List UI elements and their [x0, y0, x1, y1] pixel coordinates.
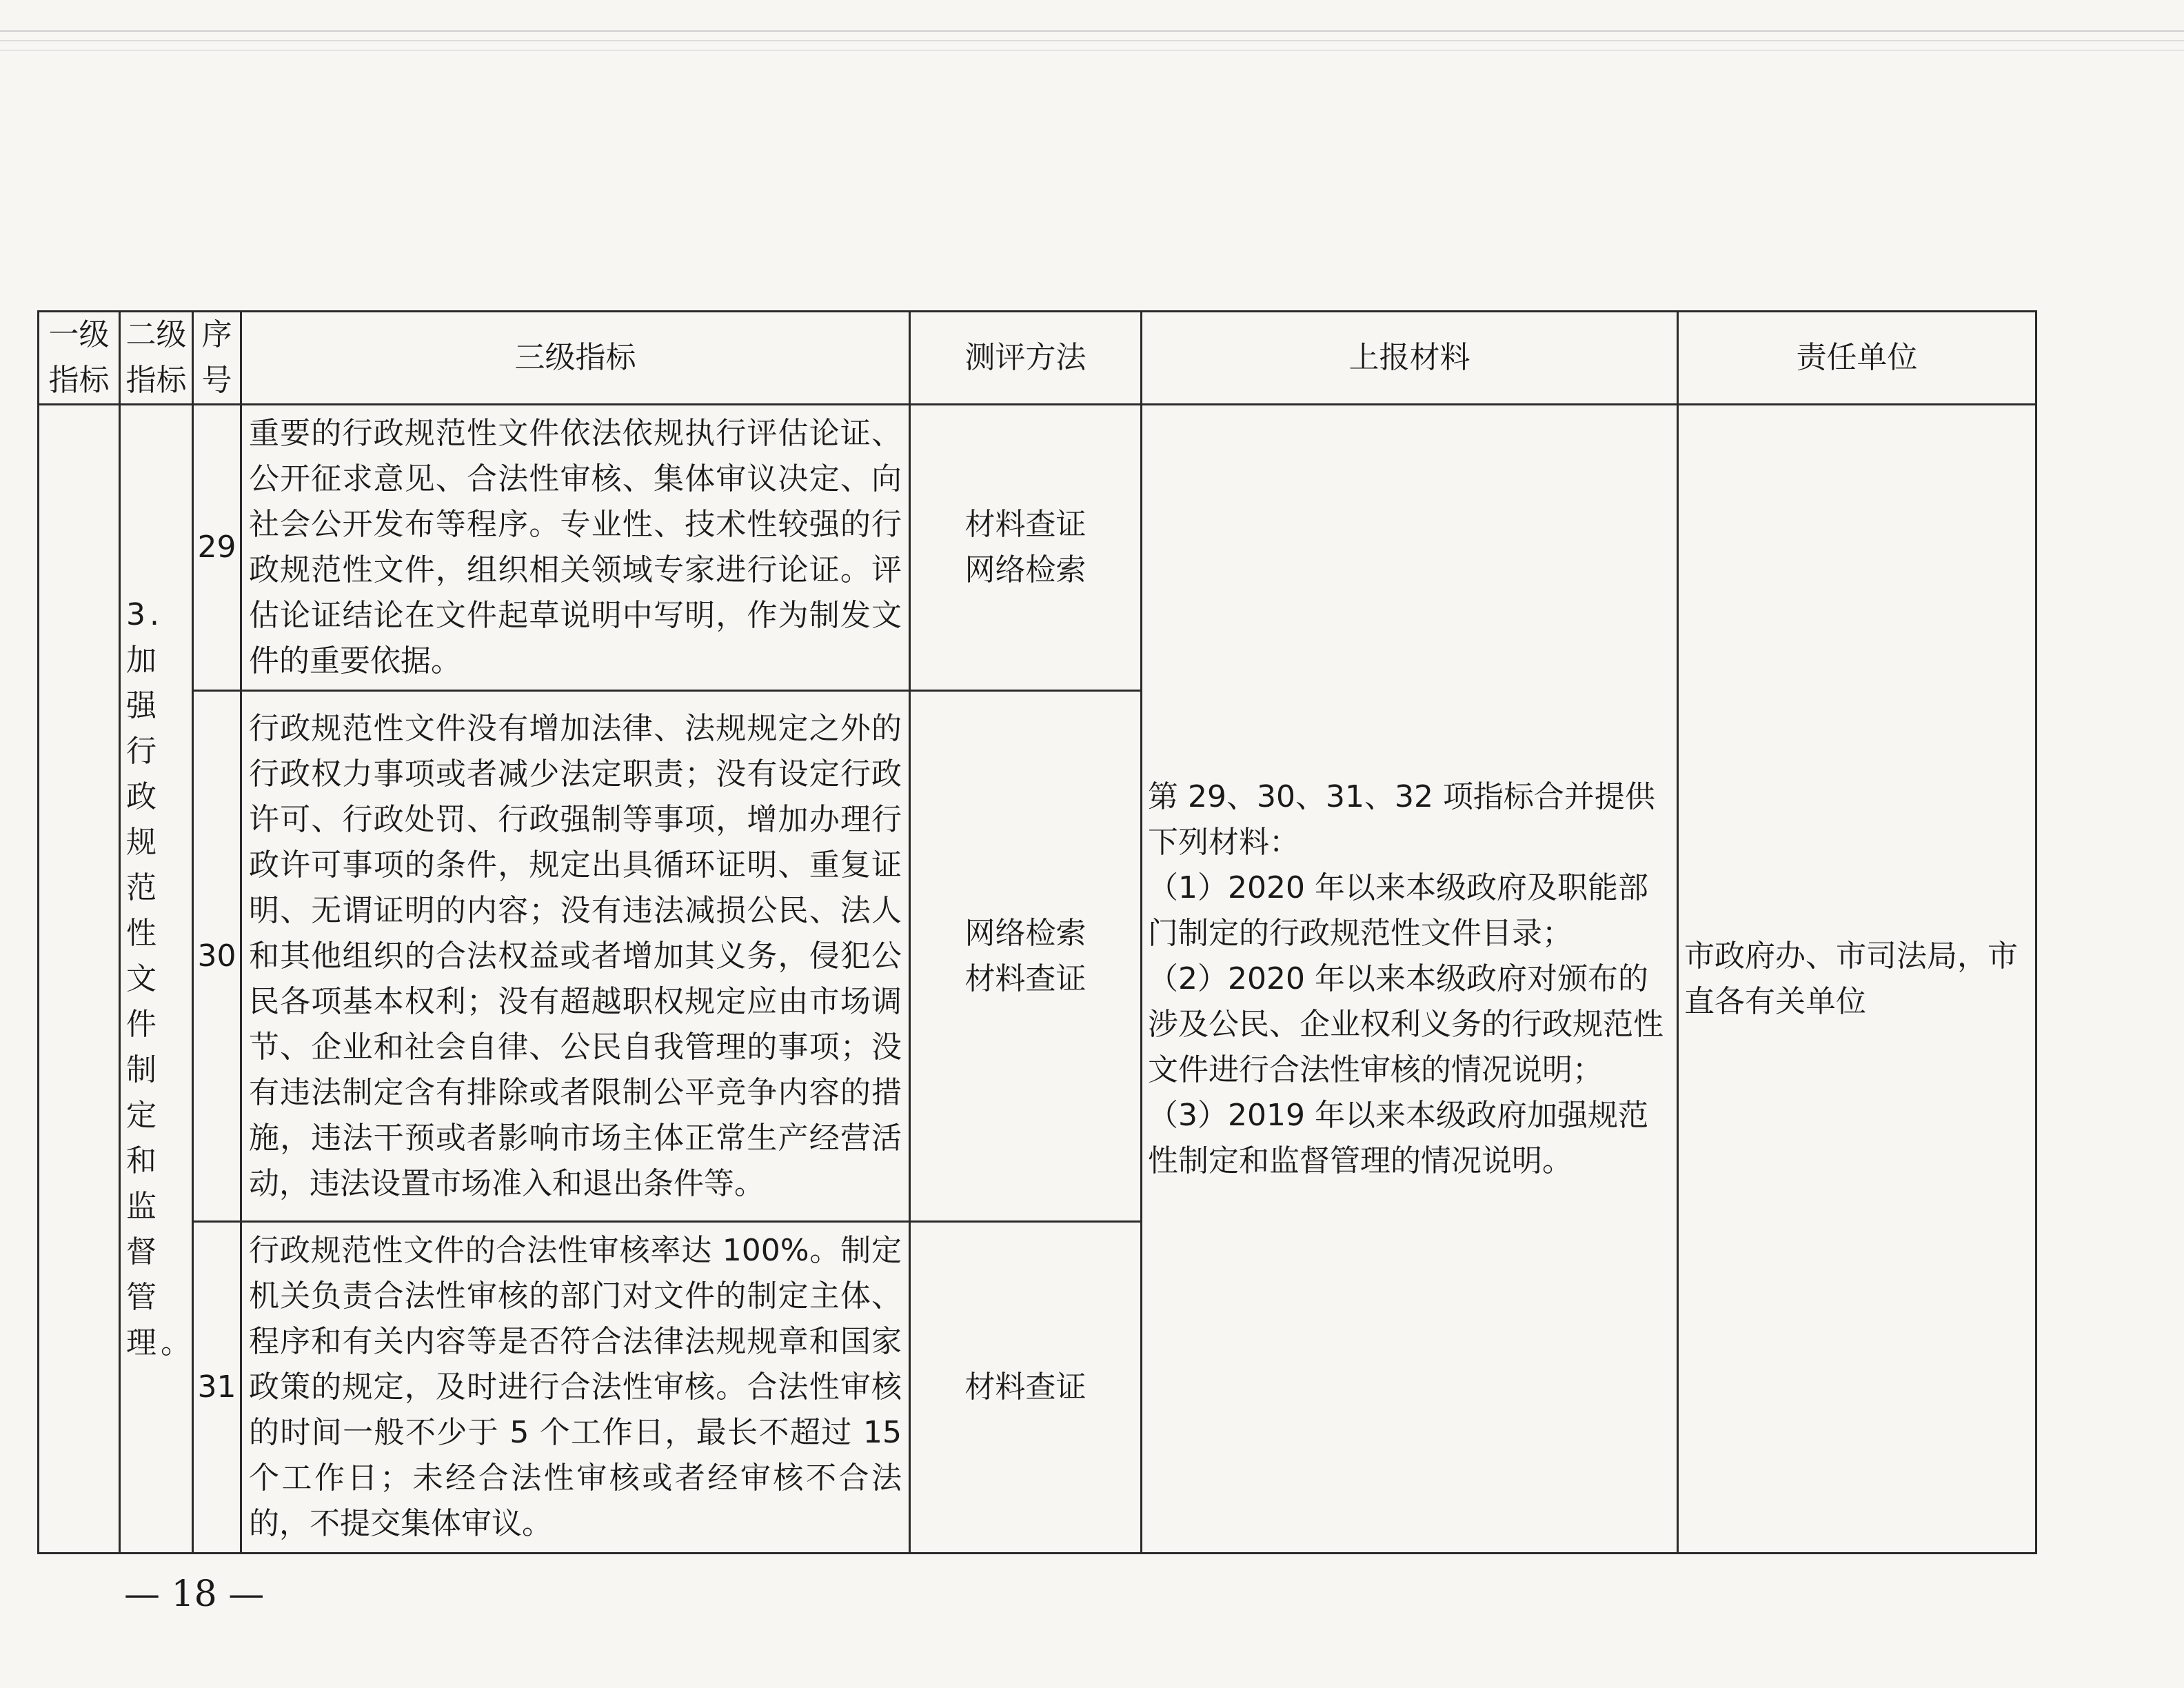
level1-cell [39, 405, 120, 1554]
row-seq: 31 [193, 1222, 241, 1554]
method-item: 材料查证 [964, 1369, 1086, 1405]
method-item: 材料查证 [964, 507, 1086, 542]
header-level1: 一级指标 [39, 312, 120, 405]
row-method [910, 405, 1142, 691]
row-level3: 重要的行政规范性文件依法依规执行评估论证、公开征求意见、合法性审核、集体审议决定、向社会公开发布等程序。专业性、技术性较强的行政规范性文件，组织相关领域专家进行论证。评估论证结论在文件起草说明中写明，作为制发文件的重要依据。 [241, 405, 910, 691]
level2-indicator: 3. 加强行政规范性文件制定和监督管理。 [120, 405, 193, 1554]
scan-edge [0, 0, 2184, 110]
page-number: — 18 — [124, 1574, 265, 1615]
row-seq: 29 [193, 405, 241, 691]
header-method: 测评方法 [910, 312, 1142, 405]
header-materials: 上报材料 [1142, 312, 1678, 405]
row-method [910, 1222, 1142, 1554]
header-level3: 三级指标 [241, 312, 910, 405]
materials-item: （1）2020 年以来本级政府及职能部门制定的行政规范性文件目录； [1148, 870, 1648, 951]
row-seq: 30 [193, 691, 241, 1222]
indicator-table [37, 310, 2037, 1554]
method-item: 网络检索 [964, 915, 1086, 951]
materials-item: （3）2019 年以来本级政府加强规范性制定和监督管理的情况说明。 [1148, 1097, 1648, 1178]
row-method [910, 691, 1142, 1222]
header-unit: 责任单位 [1678, 312, 2036, 405]
responsible-unit: 市政府办、市司法局，市直各有关单位 [1678, 405, 2036, 1554]
materials-intro: 第 29、30、31、32 项指标合并提供下列材料： [1148, 778, 1655, 860]
row-level3: 行政规范性文件的合法性审核率达 100%。制定机关负责合法性审核的部门对文件的制定主体、程序和有关内容等是否符合法律法规规章和国家政策的规定，及时进行合法性审核。合法性审核的时间一般不少于 5 个工作日，最长不超过 15 个工作日；未经合法性审核或者经审核不合法的，不提交集体审议。 [241, 1222, 910, 1554]
method-item: 材料查证 [964, 961, 1086, 996]
header-level2: 二级指标 [120, 312, 193, 405]
table-row [39, 405, 2036, 691]
method-item: 网络检索 [964, 552, 1086, 587]
materials-item: （2）2020 年以来本级政府对颁布的涉及公民、企业权利义务的行政规范性文件进行合法性审核的情况说明； [1148, 961, 1664, 1087]
row-level3: 行政规范性文件没有增加法律、法规规定之外的行政权力事项或者减少法定职责；没有设定行政许可、行政处罚、行政强制等事项，增加办理行政许可事项的条件，规定出具循环证明、重复证明、无谓证明的内容；没有违法减损公民、法人和其他组织的合法权益或者增加其义务，侵犯公民各项基本权利；没有超越职权规定应由市场调节、企业和社会自律、公民自我管理的事项；没有违法制定含有排除或者限制公平竞争内容的措施，违法干预或者影响市场主体正常生产经营活动，违法设置市场准入和退出条件等。 [241, 691, 910, 1222]
materials-cell [1142, 405, 1678, 1554]
header-seq: 序号 [193, 312, 241, 405]
header-row [39, 312, 2036, 405]
